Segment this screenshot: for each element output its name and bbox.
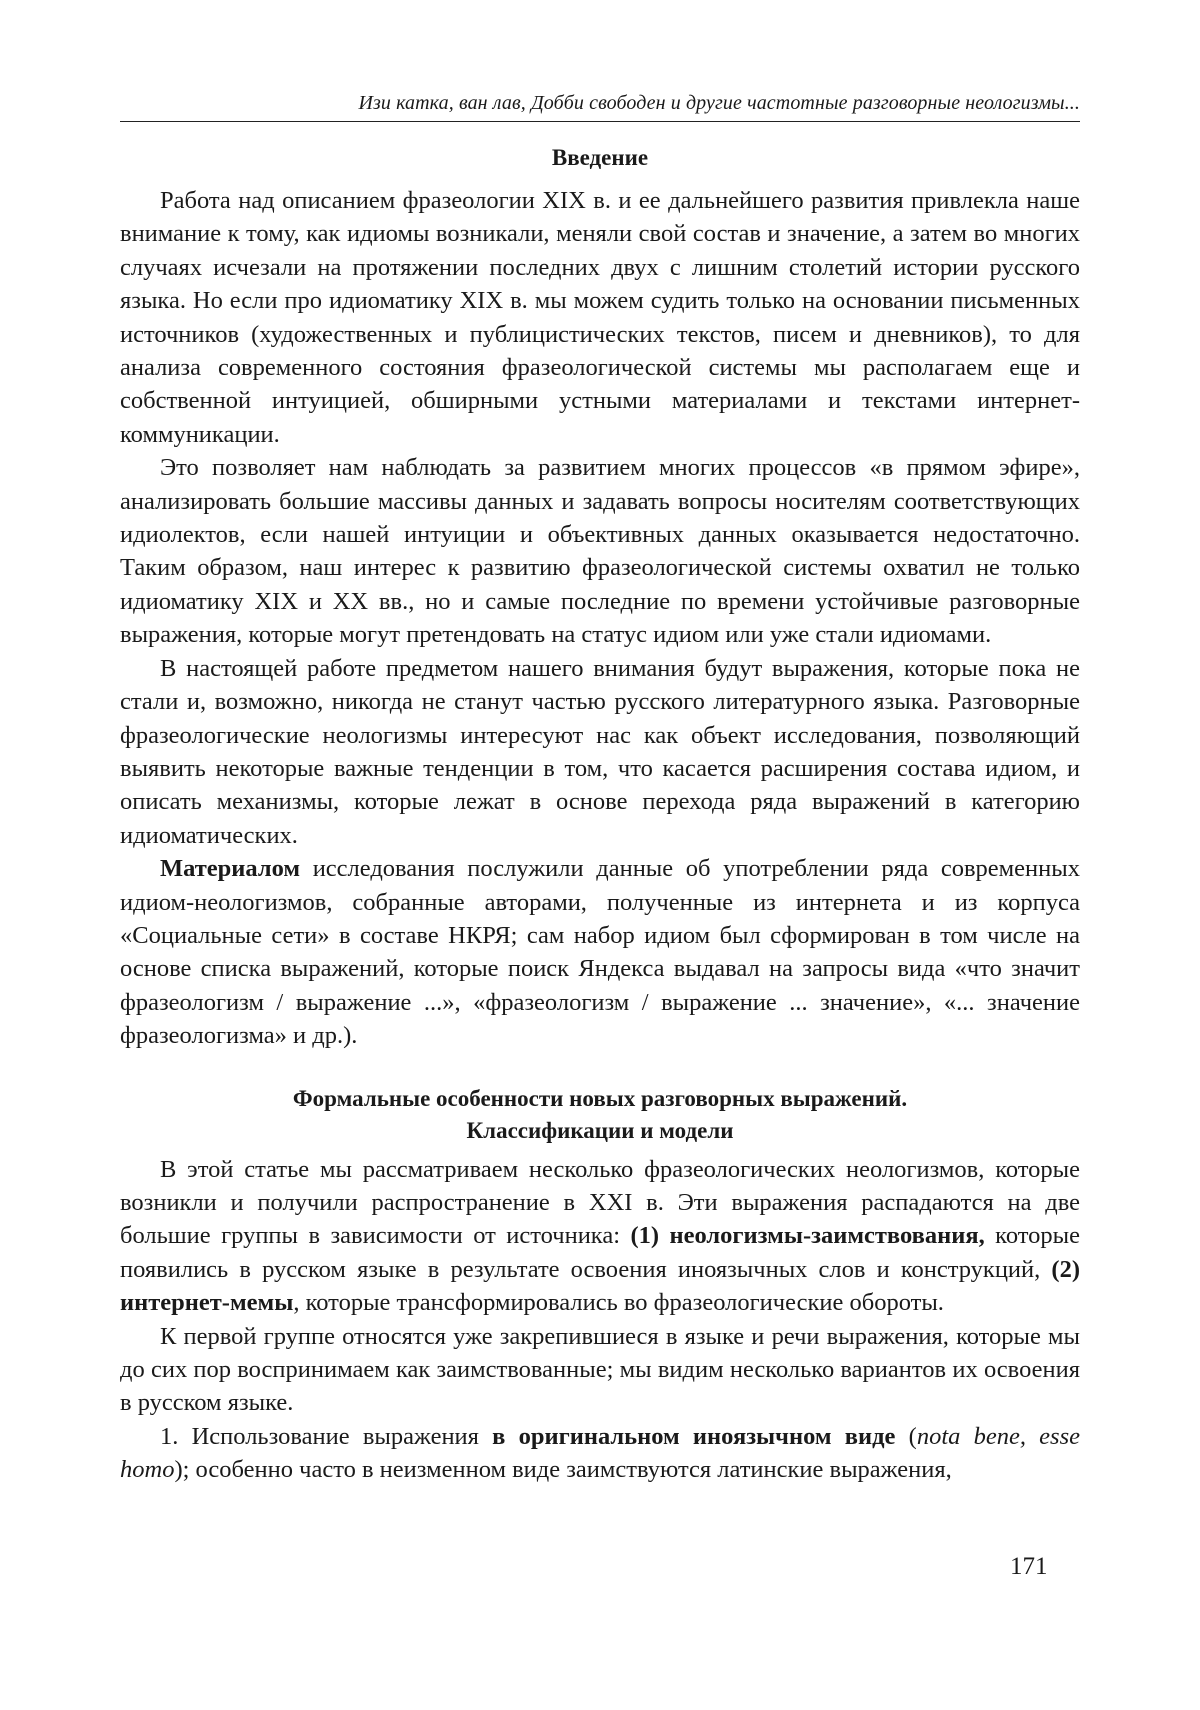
paragraph — [120, 652, 1080, 852]
paragraph — [120, 1320, 1080, 1420]
section-title-line-2: Классификации и модели — [466, 1117, 734, 1143]
running-header: Изи катка, ван лав, Добби свободен и другие частотные разговорные неологизмы... — [120, 92, 1080, 122]
text-run: К первой группе относятся уже закрепившиеся в языке и речи выражения, которые мы до сих пор воспринимаем как заимствованные; мы видим несколько вариантов их освоения в русском языке. — [120, 1322, 1080, 1417]
text-run: В этой статье мы рассматриваем несколько фразеологических неологизмов, которые возникли и получили распространение в XXI в. Эти выражения распадаются на две большие группы в зависимости от источника: — [120, 1155, 1080, 1250]
text-run: исследования послужили данные об употреблении ряда современных идиом-неологизмов, собранные авторами, полученные из интернета и из корпуса «Социальные сети» в составе НКРЯ; сам набор идиом был сформирован в том числе на основе списка выражений, которые поиск Яндекса выдавал на запросы вида «что значит фразеологизм / выражение ...», «фразеологизм / выражение ... значение», «... значение фразеологизма» и др.). — [120, 855, 1080, 1050]
text-run: (1) неологизмы-заимствования, — [630, 1222, 985, 1250]
text-run: , которые трансформировались во фразеологические обороты. — [293, 1289, 944, 1317]
text-run: Работа над описанием фразеологии XIX в. и ее дальнейшего развития привлекла наше внимание к тому, как идиомы возникали, меняли свой состав и значение, а затем во многих случаях исчезали на протяжении последних двух с лишним столетий истории русского языка. Но если про идиоматику XIX в. мы можем судить только на основании письменных источников (художественных и публицистических текстов, писем и дневников), то для анализа современного состояния фразеологической системы мы располагаем еще и собственной интуицией, обширными устными материалами и текстами интернет-коммуникации. — [120, 187, 1080, 448]
text-run: nota bene, esse homo — [120, 1422, 1080, 1484]
page — [120, 92, 1080, 1487]
text-run: (2) интернет-мемы — [120, 1255, 1080, 1317]
text-run: Это позволяет нам наблюдать за развитием многих процессов «в прямом эфире», анализировать большие массивы данных и задавать вопросы носителям соответствующих идиолектов, если нашей интуиции и объективных данных оказывается недостаточно. Таким образом, наш интерес к развитию фразеологической системы охватил не только идиоматику XIX и XX вв., но и самые последние по времени устойчивые разговорные выражения, которые могут претендовать на статус идиом или уже стали идиомами. — [120, 454, 1080, 649]
text-run: 1. Использование выражения — [160, 1422, 493, 1450]
text-run: В настоящей работе предметом нашего внимания будут выражения, которые пока не стали и, возможно, никогда не станут частью русского литературного языка. Разговорные фразеологические неологизмы интересуют нас как объект исследования, позволяющий выявить некоторые важные тенденции в том, что касается расширения состава идиом, и описать механизмы, которые лежат в основе перехода ряда выражений в категорию идиоматических. — [120, 654, 1080, 849]
section-body-introduction — [120, 184, 1080, 1053]
text-run: которые появились в русском языке в результате освоения иноязычных слов и конструкций, — [120, 1222, 1080, 1283]
text-run: ( — [895, 1422, 917, 1450]
paragraph — [120, 1420, 1080, 1487]
text-run: ); особенно часто в неизменном виде заимствуются латинские выражения, — [174, 1456, 952, 1484]
section-title-line-1: Формальные особенности новых разговорных выражений. — [292, 1085, 908, 1111]
paragraph — [120, 1153, 1080, 1320]
text-run: в оригинальном иноязычном виде — [492, 1422, 896, 1450]
section-body-formal-features — [120, 1153, 1080, 1487]
paragraph — [120, 852, 1080, 1052]
text-run: Материалом — [160, 855, 301, 883]
paragraph — [120, 451, 1080, 651]
section-title-formal-features — [120, 1083, 1080, 1147]
page-number: 171 — [1010, 1553, 1048, 1580]
paragraph — [120, 184, 1080, 451]
section-title-introduction: Введение — [551, 145, 649, 170]
